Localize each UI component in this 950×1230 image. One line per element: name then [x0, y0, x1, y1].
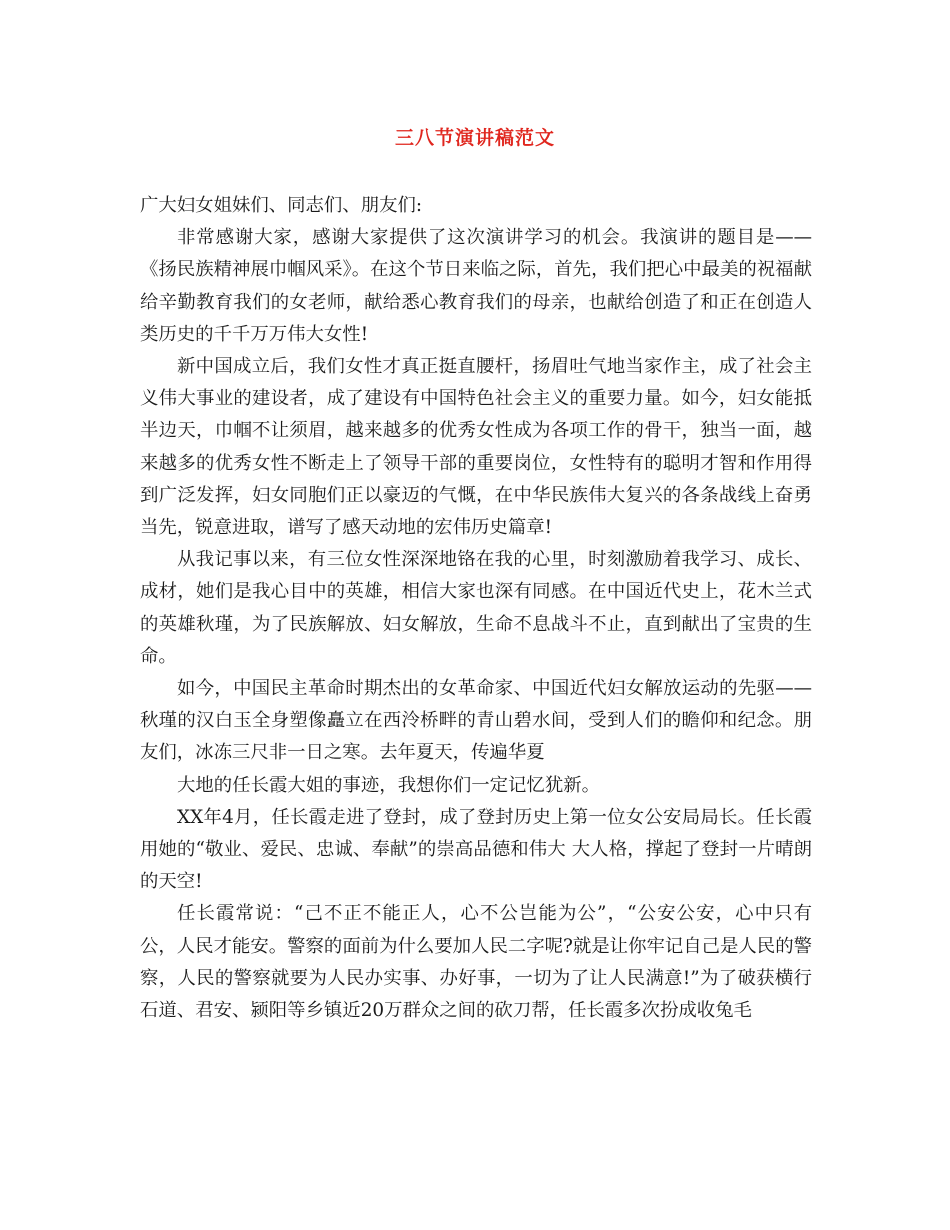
paragraph-6: XX年4月，任长霞走进了登封，成了登封历史上第一位女公安局局长。任长霞用她的“敬业、爱民、忠诚、奉献”的崇高品德和伟大 大人格，撑起了登封一片晴朗的天空!	[140, 806, 812, 893]
paragraph-4: 如今，中国民主革命时期杰出的女革命家、中国近代妇女解放运动的先驱——秋瑾的汉白玉全身塑像矗立在西泠桥畔的青山碧水间，受到人们的瞻仰和纪念。朋友们，冰冻三尺非一日之寒。去年夏天，传遍华夏	[140, 678, 812, 764]
salutation-paragraph: 广大妇女姐妹们、同志们、朋友们:	[140, 195, 423, 216]
paragraph-1: 非常感谢大家，感谢大家提供了这次演讲学习的机会。我演讲的题目是——《扬民族精神展巾帼风采》。在这个节日来临之际，首先，我们把心中最美的祝福献给辛勤教育我们的女老师，献给悉心教育我们的母亲，也献给创造了和正在创造人类历史的千千万万伟大女性!	[140, 227, 812, 345]
paragraph-3: 从我记事以来，有三位女性深深地铬在我的心里，时刻激励着我学习、成长、成材，她们是我心目中的英雄，相信大家也深有同感。在中国近代史上，花木兰式的英雄秋瑾，为了民族解放、妇女解放，生命不息战斗不止，直到献出了宝贵的生命。	[140, 549, 812, 667]
paragraph-7: 任长霞常说：“己不正不能正人，心不公岂能为公”，“公安公安，心中只有公，人民才能安。警察的面前为什么要加人民二字呢?就是让你牢记自己是人民的警察，人民的警察就要为人民办实事、办好事，一切为了让人民满意!”为了破获横行石道、君安、颍阳等乡镇近20万群众之间的砍刀帮，任长霞多次扮成收兔毛	[140, 903, 812, 1022]
paragraph-2: 新中国成立后，我们女性才真正挺直腰杆，扬眉吐气地当家作主，成了社会主义伟大事业的建设者，成了建设有中国特色社会主义的重要力量。如今，妇女能抵半边天，巾帼不让须眉，越来越多的优秀女性成为各项工作的骨干，独当一面，越来越多的优秀女性不断走上了领导干部的重要岗位，女性特有的聪明才智和作用得到广泛发挥，妇女同胞们正以豪迈的气慨，在中华民族伟大复兴的各条战线上奋勇当先，锐意进取，谱写了感天动地的宏伟历史篇章!	[140, 356, 812, 539]
document-title: 三八节演讲稿范文	[394, 127, 555, 149]
paragraph-5: 大地的任长霞大姐的事迹，我想你们一定记忆犹新。	[177, 774, 600, 796]
document-body	[140, 190, 812, 1027]
